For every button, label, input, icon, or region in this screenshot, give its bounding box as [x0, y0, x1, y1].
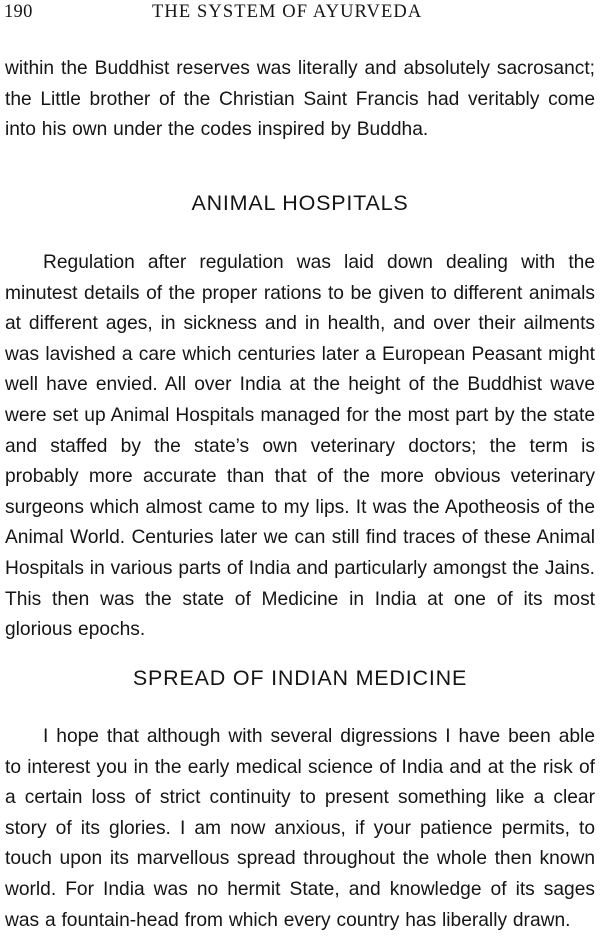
- page-number: 190: [4, 2, 33, 22]
- section-heading-animal-hospitals: ANIMAL HOSPITALS: [191, 191, 409, 215]
- opening-paragraph: within the Buddhist reserves was literally and absolutely sacrosanct; the Little brother of the Christian Saint Francis had veritably come into his own under the codes inspired by Buddha.: [5, 58, 595, 141]
- running-header: [4, 2, 596, 28]
- spread-of-medicine-paragraph: I hope that although with several digressions I have been able to interest you in the early medical science of India and at the risk of a certain loss of strict continuity to present something like a clear story of its glories. I am now anxious, if your patience permits, to touch upon its marvellous spread throughout the whole then known world. For India was no hermit State, and knowledge of its sages was a fountain-head from which every country has liberally drawn.: [5, 726, 595, 931]
- book-title: THE SYSTEM OF AYURVEDA: [152, 2, 423, 22]
- animal-hospitals-paragraph: Regulation after regulation was laid down dealing with the minutest details of the proper rations to be given to different animals at different ages, in sickness and in health, and over their ailments was lavished a care which centuries later a European Peasant might well have envied. All over India at the height of the Buddhist wave were set up Animal Hospitals managed for the most part by the state and staffed by the state’s own veterinary doctors; the term is probably more accurate than that of the more obvious veterinary surgeons which almost came to my lips. It was the Apotheosis of the Animal World. Centuries later we can still find traces of these Animal Hospitals in various parts of India and particularly amongst the Jains. This then was the state of Medicine in India at one of its most glorious epochs.: [5, 252, 595, 641]
- section-heading-spread-of-indian-medicine: SPREAD OF INDIAN MEDICINE: [132, 666, 468, 690]
